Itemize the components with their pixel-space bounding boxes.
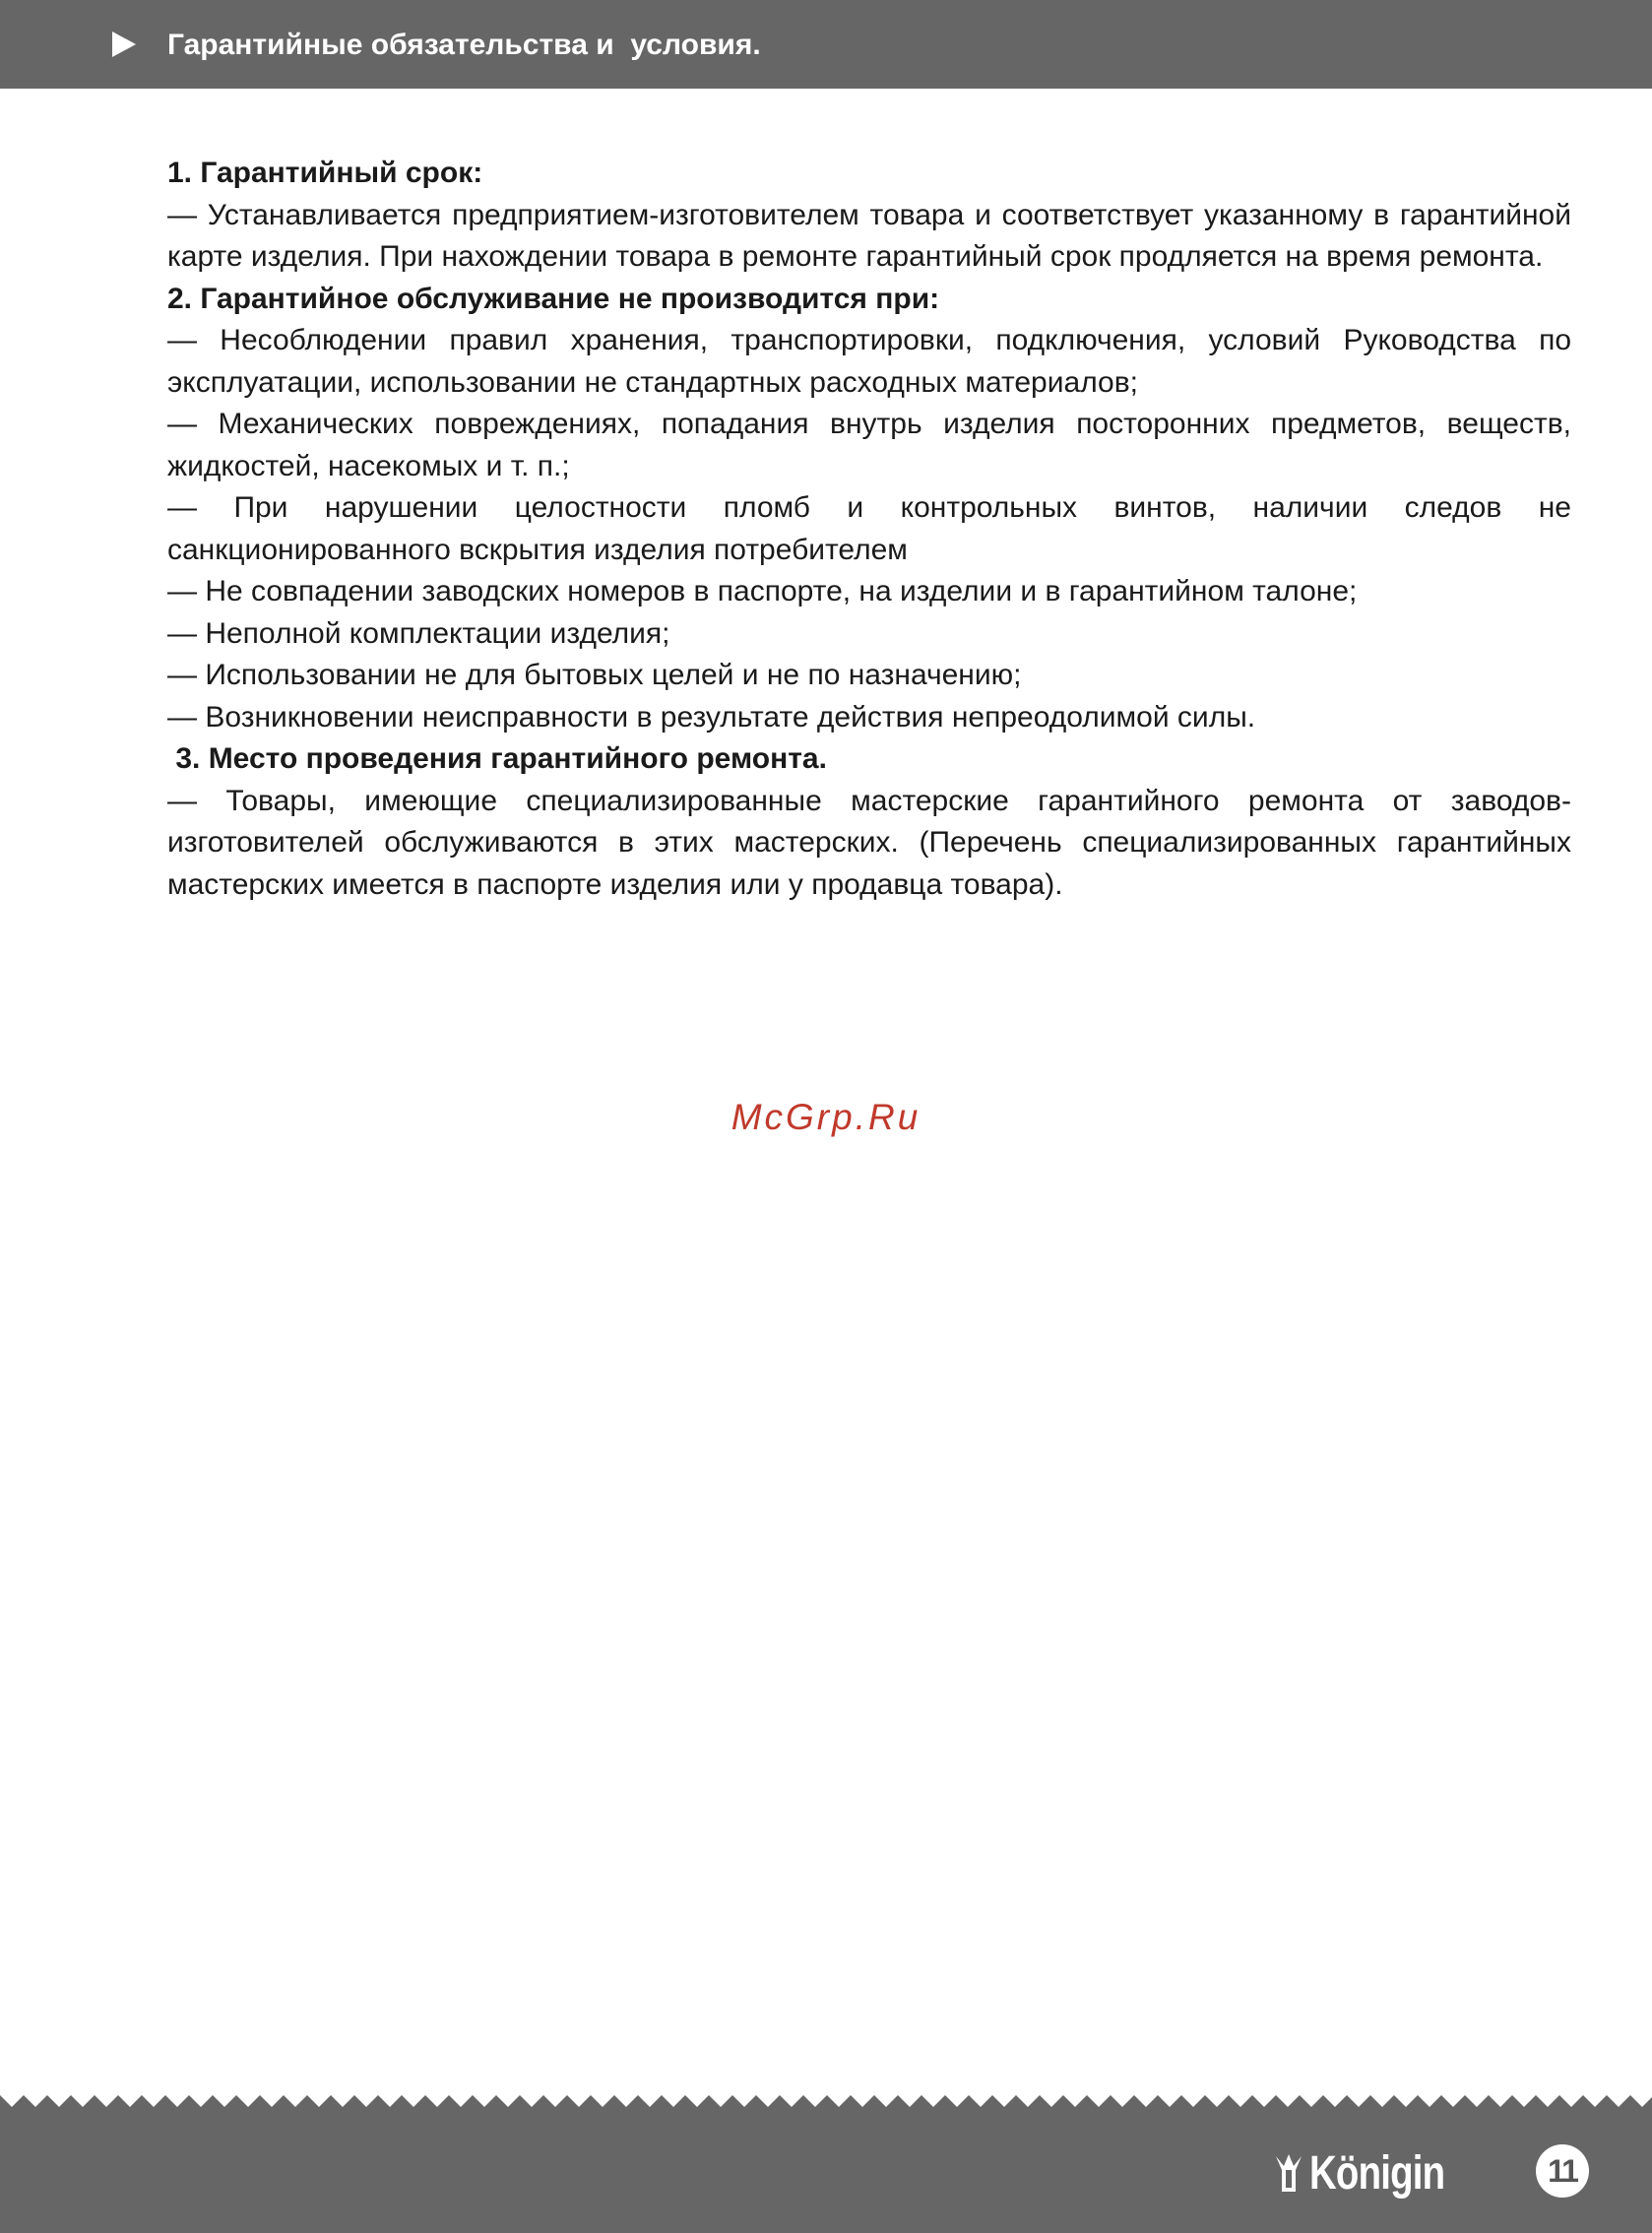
document-body [167,153,1571,906]
brand-logo [1274,2144,1479,2203]
section-3-paragraph: — Товары, имеющие специализированные мастерские гарантийного ремонта от заводов-изготовителей обслуживаются в этих мастерских. (Перечень специализированных гарантийных мастерских имеется в паспорте изделия или у продавца товара). [167,784,1571,901]
section-2-item: — Механических повреждениях, попадания внутрь изделия посторонних предметов, веществ, жидкостей, насекомых и т. п.; [167,408,1571,482]
header-bar [0,0,1652,89]
section-1-paragraph: — Устанавливается предприятием-изготовителем товара и соответствует указанному в гарантийной карте изделия. При нахождении товара в ремонте гарантийный срок продляется на время ремонта. [167,198,1571,273]
section-1-heading: 1. Гарантийный срок: [167,157,483,189]
section-2-item: — Возникновении неисправности в результате действия непреодолимой силы. [167,700,1256,734]
section-2-item: — Использовании не для бытовых целей и не по назначению; [167,659,1022,691]
section-2-item: — Несоблюдении правил хранения, транспортировки, подключения, условий Руководства по эксплуатации, использовании не стандартных расходных материалов; [167,324,1571,399]
footer-bar [0,2093,1652,2233]
brand-name: Königin [1309,2147,1445,2200]
page-number: 11 [1536,2144,1589,2198]
section-3-heading: 3. Место проведения гарантийного ремонта. [167,742,827,775]
crown-icon [1274,2152,1303,2196]
section-2-item: — Неполной комплектации изделия; [167,616,670,650]
section-2-item: — Не совпадении заводских номеров в паспорте, на изделии и в гарантийном талоне; [167,575,1358,607]
page-title: Гарантийные обязательства и условия. [167,29,761,61]
section-2-heading: 2. Гарантийное обслуживание не производится при: [167,282,940,315]
play-arrow-icon [112,32,136,57]
section-2-item: — При нарушении целостности пломб и контрольных винтов, наличии следов не санкционированного вскрытия изделия потребителем [167,491,1571,566]
watermark-text: McGrp.Ru [731,1097,921,1137]
